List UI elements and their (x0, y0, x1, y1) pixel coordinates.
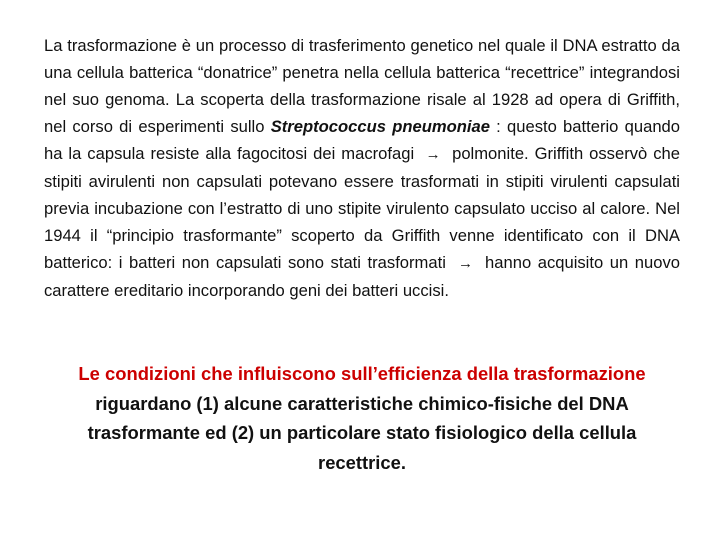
arrow-right-icon: → (425, 146, 441, 163)
conditions-summary (44, 359, 680, 477)
paragraph-part-2: : questo batterio quando ha la capsula resiste alla fagocitosi dei macrofagi (44, 117, 681, 163)
paragraph-part-1: La trasformazione è un processo di trasferimento genetico nel quale il DNA estratto da una cellula batterica “donatrice” penetra nella cellula batterica “recettrice” integrandosi nel suo genoma. La scoperta della trasformazione risale al 1928 ad opera di Griffith, nel corso di esperimenti sullo (44, 36, 680, 136)
paragraph-part-3: polmonite. Griffith osservò che stipiti avirulenti non capsulati potevano essere trasformati in stipiti virulenti capsulati previa incubazione con l’estratto di uno stipite virulento capsulato ucciso al calore. Nel 1944 il “principio trasformante” scoperto da Griffith venne identificato con il DNA batterico: i batteri non capsulati sono stati trasformati (44, 144, 680, 272)
paragraph-part-4: hanno acquisito un nuovo carattere ereditario incorporando geni dei batteri uccisi. (44, 253, 680, 300)
summary-rest: riguardano (1) alcune caratteristiche chimico-fisiche del DNA trasformante ed (2) un particolare stato fisiologico della cellula recettrice. (87, 392, 637, 473)
summary-highlight: Le condizioni che influiscono sull’efficienza della trasformazione (78, 363, 646, 384)
transformation-paragraph (44, 32, 680, 304)
species-name: Streptococcus pneumoniae (270, 117, 490, 136)
arrow-right-icon: → (457, 255, 473, 272)
